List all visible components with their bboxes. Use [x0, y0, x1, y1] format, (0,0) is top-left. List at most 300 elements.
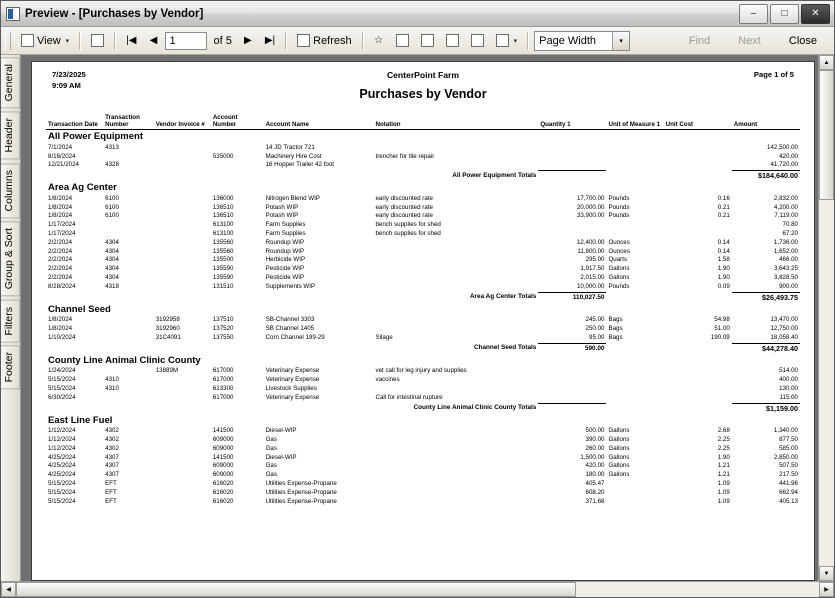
cell-transaction-date: 8/28/2024	[48, 282, 76, 290]
cell-unit-cost: 0.21	[717, 212, 730, 220]
cell-transaction-number: 4302	[105, 444, 119, 452]
group-header-row	[46, 303, 800, 316]
group-total-row	[46, 292, 800, 303]
toolbar-right-group	[676, 30, 830, 52]
cell-transaction-date: 5/15/2024	[48, 488, 76, 496]
cell-vendor-invoice	[154, 144, 211, 153]
cell-transaction-date: 6/30/2024	[48, 393, 76, 401]
side-tab-strip	[1, 55, 21, 581]
cell-vendor-invoice: 3192958	[155, 316, 180, 324]
cell-account-number: 137520	[212, 325, 234, 333]
cell-unit-cost: 0.14	[717, 247, 730, 255]
cell-unit-of-measure: Gallons	[608, 427, 630, 435]
favorite-button[interactable]	[369, 30, 389, 52]
cell-account-number: 135560	[212, 238, 234, 246]
cell-vendor-invoice	[154, 283, 211, 292]
group-total-amount: $184,640.00	[732, 171, 800, 182]
cell-account-number: 613300	[212, 384, 234, 392]
group-total-row	[46, 171, 800, 182]
cell-account-number: 535000	[212, 152, 234, 160]
refresh-label: Refresh	[313, 34, 352, 47]
cell-account-number: 141500	[212, 453, 234, 461]
page-count-label: of 5	[213, 34, 232, 47]
save-icon	[471, 34, 484, 47]
cell-account-name: 14 JD Tractor 721	[265, 143, 315, 151]
chevron-down-icon-layout: ▾	[513, 37, 518, 45]
cell-transaction-date: 1/8/2024	[48, 316, 73, 324]
group-total-uom	[606, 403, 663, 414]
cell-amount: 514.00	[779, 367, 798, 375]
mail-button[interactable]	[441, 30, 464, 52]
cell-transaction-date: 1/8/2024	[48, 212, 73, 220]
cell-unit-of-measure: Ounces	[608, 238, 630, 246]
cell-account-number: 135560	[212, 247, 234, 255]
cell-amount: 18,058.40	[770, 333, 798, 341]
cell-account-name: Potash WIP	[265, 212, 299, 220]
cell-unit-cost: 51.00	[714, 325, 730, 333]
prev-page-button[interactable]	[143, 30, 163, 52]
cell-amount: 466.00	[779, 256, 798, 264]
star-icon: ☆	[374, 34, 384, 46]
group-name: Channel Seed	[48, 303, 111, 315]
maximize-button[interactable]: □	[770, 4, 799, 24]
cell-account-number: 616020	[212, 497, 234, 505]
scroll-up-button[interactable]: ▲	[819, 55, 834, 70]
table-row	[46, 480, 800, 489]
cell-notation	[373, 265, 538, 274]
cell-quantity	[538, 161, 606, 170]
table-row	[46, 471, 800, 480]
cell-account-name: Supplements WIP	[265, 282, 316, 290]
cell-unit-cost	[664, 376, 732, 385]
cell-transaction-number: 4310	[105, 376, 119, 384]
cell-vendor-invoice: 31C4091	[155, 333, 181, 341]
side-tab-header[interactable]: Header	[1, 111, 20, 159]
cell-transaction-number: 6100	[105, 212, 119, 220]
export-button[interactable]	[391, 30, 414, 52]
vertical-scroll-thumb[interactable]	[819, 70, 834, 200]
cell-account-name: Utilities Expense-Propane	[265, 497, 337, 505]
cell-amount: 217.50	[779, 471, 798, 479]
table-row	[46, 195, 800, 204]
cell-account-name: Utilities Expense-Propane	[265, 488, 337, 496]
cell-vendor-invoice: 13889M	[155, 367, 179, 375]
cell-amount: 400.00	[779, 376, 798, 384]
cell-amount: 662.94	[779, 488, 798, 496]
cell-unit-of-measure: Gallons	[608, 265, 630, 273]
table-row	[46, 394, 800, 403]
layout-icon	[496, 34, 509, 47]
cell-account-number: 135590	[212, 265, 234, 273]
report-time: 9:09 AM	[52, 81, 81, 90]
cell-transaction-number	[103, 221, 154, 230]
cell-vendor-invoice	[154, 248, 211, 257]
group-total-cost	[664, 292, 732, 303]
next-button[interactable]: Next	[738, 34, 761, 47]
report-date: 7/23/2025	[52, 70, 86, 79]
cell-quantity: 420.00	[585, 462, 605, 470]
table-row	[46, 204, 800, 213]
cell-account-name: Corn Channel 199-29	[265, 333, 325, 341]
horizontal-scrollbar[interactable]	[1, 581, 834, 597]
toolbar-grip[interactable]	[5, 32, 11, 50]
cell-account-number: 136510	[212, 212, 234, 220]
find-button[interactable]: Find	[688, 34, 711, 47]
report-page	[31, 61, 815, 581]
cell-transaction-number	[103, 367, 154, 376]
last-page-button[interactable]	[260, 30, 280, 52]
cell-amount: 1,340.00	[773, 427, 798, 435]
cell-notation	[373, 498, 538, 507]
cell-vendor-invoice	[154, 480, 211, 489]
report-header	[46, 70, 800, 114]
cell-transaction-date: 1/8/2024	[48, 194, 73, 202]
close-button[interactable]: ✕	[801, 4, 830, 24]
cell-transaction-date: 2/2/2024	[48, 238, 73, 246]
cell-unit-cost: 1.58	[717, 256, 730, 264]
cell-quantity: 371.68	[585, 497, 605, 505]
cell-vendor-invoice	[154, 256, 211, 265]
group-name: East Line Fuel	[48, 414, 113, 426]
cell-amount: 2,832.00	[773, 194, 798, 202]
cell-account-name: Veterinary Expense	[265, 376, 320, 384]
cell-unit-cost	[664, 385, 732, 394]
next-page-button[interactable]	[238, 30, 258, 52]
cell-transaction-date: 2/2/2024	[48, 256, 73, 264]
cell-quantity: 180.00	[585, 471, 605, 479]
cell-transaction-date: 1/17/2024	[48, 221, 76, 229]
cell-unit-cost: 0.16	[717, 194, 730, 202]
cell-vendor-invoice	[154, 445, 211, 454]
col-account-name: Account Name	[264, 114, 374, 130]
comment-button[interactable]	[86, 30, 109, 52]
group-total-amount: $1,159.00	[732, 403, 800, 414]
cell-transaction-number: EFT	[105, 480, 117, 488]
cell-unit-cost: 1.90	[717, 274, 730, 281]
table-row	[46, 256, 800, 265]
cell-account-number	[211, 144, 264, 153]
cell-vendor-invoice	[154, 436, 211, 445]
cell-quantity: 2,015.00	[580, 274, 605, 281]
cell-account-number: 617000	[212, 367, 234, 375]
window-controls	[739, 4, 832, 24]
cell-unit-cost: 2.68	[717, 427, 730, 435]
cell-account-number: 141500	[212, 427, 234, 435]
cell-notation	[373, 489, 538, 498]
cell-account-number: 609000	[212, 462, 234, 470]
group-total-uom	[606, 343, 663, 354]
cell-amount: 1,736.00	[773, 238, 798, 246]
cell-unit-cost: 1.09	[717, 497, 730, 505]
cell-unit-of-measure	[606, 385, 663, 394]
cell-transaction-date: 12/21/2024	[48, 161, 79, 169]
cell-notation	[373, 283, 538, 292]
cell-transaction-number: 4304	[105, 247, 119, 255]
table-row	[46, 367, 800, 376]
cell-quantity: 1,917.50	[580, 265, 605, 273]
cell-transaction-number: 4304	[105, 274, 119, 281]
col-amount: Amount	[732, 114, 800, 130]
cell-transaction-date: 5/15/2024	[48, 384, 76, 392]
cell-unit-cost: 0.14	[717, 238, 730, 246]
cell-notation	[373, 471, 538, 480]
cell-transaction-number: 4310	[105, 384, 119, 392]
cell-account-name: Gas	[265, 436, 277, 444]
cell-notation: bench supplies for shed	[375, 230, 441, 238]
refresh-button[interactable]	[292, 30, 357, 52]
cell-quantity	[538, 221, 606, 230]
cell-amount: 877.50	[779, 436, 798, 444]
cell-transaction-number	[103, 394, 154, 403]
cell-notation: early discounted rate	[375, 194, 433, 202]
cell-unit-cost: 2.25	[717, 444, 730, 452]
layout-button[interactable]	[491, 30, 523, 52]
cell-account-number: 609000	[212, 436, 234, 444]
table-row	[46, 316, 800, 325]
cell-vendor-invoice	[154, 498, 211, 507]
cell-transaction-number: 4307	[105, 462, 119, 470]
cell-notation: bench supplies for shed	[375, 221, 441, 229]
group-total-quantity	[538, 403, 606, 414]
cell-unit-cost: 1.90	[717, 453, 730, 461]
cell-unit-cost	[664, 221, 732, 230]
toolbar-separator-4	[362, 32, 364, 50]
print-button[interactable]	[416, 30, 439, 52]
close-report-button[interactable]: Close	[788, 34, 817, 47]
cell-account-name: Utilities Expense-Propane	[265, 480, 337, 488]
cell-quantity: 10,000.00	[576, 282, 605, 290]
cell-transaction-date: 1/24/2024	[48, 367, 76, 375]
cell-unit-of-measure: Gallons	[608, 462, 630, 470]
cell-notation	[373, 325, 538, 334]
col-account-number: Account Number	[211, 114, 264, 130]
cell-unit-of-measure	[606, 489, 663, 498]
side-tab-footer[interactable]: Footer	[1, 345, 20, 389]
cell-transaction-date: 5/15/2024	[48, 497, 76, 505]
horizontal-scroll-thumb[interactable]	[16, 582, 576, 597]
cell-quantity: 95.00	[589, 333, 605, 341]
cell-account-number: 609000	[212, 471, 234, 479]
cell-transaction-date: 2/2/2024	[48, 274, 73, 281]
cell-amount: 4,200.00	[773, 203, 798, 211]
next-page-icon: ▶	[243, 34, 252, 46]
col-transaction-date: Transaction Date	[46, 114, 103, 130]
cell-unit-of-measure: Gallons	[608, 444, 630, 452]
cell-account-number: 137550	[212, 333, 234, 341]
table-row	[46, 489, 800, 498]
vertical-scrollbar[interactable]	[818, 55, 834, 581]
cell-vendor-invoice	[154, 489, 211, 498]
cell-transaction-number	[103, 230, 154, 239]
cell-notation: Silage	[375, 333, 393, 341]
cell-unit-of-measure: Gallons	[608, 436, 630, 444]
page-number-input[interactable]	[165, 32, 207, 50]
cell-unit-cost	[664, 230, 732, 239]
side-tab-columns[interactable]: Columns	[1, 163, 20, 218]
cell-account-name: 16 Hopper Trailer 42 foot	[265, 161, 335, 169]
table-row	[46, 498, 800, 507]
cell-unit-cost: 1.09	[717, 488, 730, 496]
cell-quantity: 20,000.00	[576, 203, 605, 211]
table-row	[46, 454, 800, 463]
cell-transaction-date: 5/15/2024	[48, 480, 76, 488]
cell-vendor-invoice	[154, 394, 211, 403]
table-row	[46, 230, 800, 239]
col-unit-of-measure: Unit of Measure 1	[606, 114, 663, 130]
side-tab-group-sort[interactable]: Group & Sort	[1, 221, 20, 296]
cell-account-number: 136510	[212, 203, 234, 211]
cell-amount: 3,643.25	[773, 265, 798, 273]
cell-amount: 2,850.00	[773, 453, 798, 461]
chevron-down-icon-zoom[interactable]: ▾	[612, 32, 629, 50]
cell-quantity: 295.00	[585, 256, 605, 264]
cell-transaction-date: 4/25/2024	[48, 471, 76, 479]
table-row	[46, 283, 800, 292]
cell-account-name: Herbicide WIP	[265, 256, 306, 264]
cell-vendor-invoice: 3192960	[155, 325, 180, 333]
cell-transaction-date: 1/8/2024	[48, 203, 73, 211]
cell-notation	[373, 436, 538, 445]
cell-notation: early discounted rate	[375, 212, 433, 220]
cell-unit-cost: 1.21	[717, 471, 730, 479]
scroll-right-button[interactable]: ▶	[819, 582, 834, 597]
title-bar	[1, 1, 834, 27]
cell-amount: 3,828.50	[773, 274, 798, 281]
cell-vendor-invoice	[154, 230, 211, 239]
cell-vendor-invoice	[154, 265, 211, 274]
save-button[interactable]	[466, 30, 489, 52]
cell-account-name: Farm Supplies	[265, 221, 306, 229]
preview-toolbar	[1, 27, 834, 55]
table-row	[46, 161, 800, 170]
cell-account-number: 135590	[212, 274, 234, 281]
table-row	[46, 274, 800, 283]
side-tab-filters[interactable]: Filters	[1, 300, 20, 343]
scroll-down-button[interactable]: ▼	[819, 566, 834, 581]
cell-vendor-invoice	[154, 462, 211, 471]
zoom-value: Page Width	[539, 34, 597, 47]
col-transaction-number: Transaction Number	[103, 114, 154, 130]
scroll-left-button[interactable]: ◀	[1, 582, 16, 597]
cell-notation: early discounted rate	[375, 203, 433, 211]
cell-quantity: 250.00	[585, 325, 605, 333]
cell-vendor-invoice	[154, 471, 211, 480]
cell-account-name: Gas	[265, 471, 277, 479]
cell-notation	[373, 239, 538, 248]
cell-unit-cost: 54.98	[714, 316, 730, 324]
cell-account-number: 609000	[212, 444, 234, 452]
cell-amount: 420.00	[779, 152, 798, 160]
cell-account-number: 136000	[212, 194, 234, 202]
cell-notation	[373, 454, 538, 463]
cell-unit-of-measure: Pounds	[608, 203, 630, 211]
cell-account-name: SB-Channel 3303	[265, 316, 315, 324]
cell-quantity: 260.00	[585, 444, 605, 452]
cell-vendor-invoice	[154, 195, 211, 204]
toolbar-separator-2	[114, 32, 116, 50]
table-row	[46, 239, 800, 248]
cell-vendor-invoice	[154, 376, 211, 385]
cell-amount: 405.13	[779, 497, 798, 505]
cell-amount: 12,750.00	[770, 325, 798, 333]
cell-transaction-number	[103, 325, 154, 334]
table-row	[46, 376, 800, 385]
cell-unit-of-measure: Gallons	[608, 274, 630, 281]
cell-quantity	[538, 394, 606, 403]
table-row	[46, 144, 800, 153]
cell-transaction-number: 4318	[105, 282, 119, 290]
horizontal-scroll-track[interactable]	[16, 582, 819, 597]
view-label: View	[37, 34, 61, 47]
cell-amount: 7,119.00	[774, 212, 798, 220]
report-table	[46, 114, 800, 506]
col-notation: Notation	[373, 114, 538, 130]
cell-quantity	[538, 367, 606, 376]
cell-vendor-invoice	[154, 221, 211, 230]
table-row	[46, 462, 800, 471]
cell-quantity: 245.00	[585, 316, 605, 324]
table-row	[46, 221, 800, 230]
cell-notation	[373, 385, 538, 394]
first-page-button[interactable]	[121, 30, 141, 52]
cell-quantity: 405.47	[585, 480, 605, 488]
cell-quantity	[538, 376, 606, 385]
cell-quantity: 608.20	[585, 488, 605, 496]
cell-notation: vet call for leg injury and supplies	[375, 367, 467, 375]
cell-notation	[373, 161, 538, 170]
report-table-body	[46, 130, 800, 507]
view-button[interactable]	[16, 30, 74, 52]
cell-quantity: 17,700.00	[576, 194, 605, 202]
cell-account-number: 617000	[212, 376, 234, 384]
cell-quantity: 33,900.00	[576, 212, 605, 220]
cell-unit-cost: 0.21	[717, 203, 730, 211]
group-header-row	[46, 130, 800, 144]
cell-account-name: SB Channel 1405	[265, 325, 315, 333]
group-total-quantity: 590.00	[538, 343, 606, 354]
cell-vendor-invoice	[154, 427, 211, 436]
cell-amount: 585.00	[779, 444, 798, 452]
cell-unit-of-measure: Bags	[608, 333, 623, 341]
table-row	[46, 153, 800, 162]
cell-transaction-number	[103, 316, 154, 325]
toolbar-separator-5	[527, 32, 529, 50]
cell-unit-of-measure	[606, 367, 663, 376]
cell-account-name: Veterinary Expense	[265, 367, 320, 375]
cell-transaction-number: 6100	[105, 203, 119, 211]
vertical-scroll-track[interactable]	[819, 70, 834, 566]
preview-body	[1, 55, 834, 581]
cell-quantity: 11,800.00	[577, 247, 605, 255]
group-header-row	[46, 414, 800, 427]
cell-transaction-number	[103, 153, 154, 162]
cell-notation	[373, 274, 538, 283]
comment-icon	[91, 34, 104, 47]
cell-notation	[373, 316, 538, 325]
toolbar-separator-3	[285, 32, 287, 50]
zoom-select[interactable]	[534, 31, 630, 51]
cell-notation	[373, 462, 538, 471]
cell-unit-of-measure	[606, 153, 663, 162]
cell-notation: trencher for tile repair	[375, 152, 435, 160]
minimize-button[interactable]: –	[739, 4, 768, 24]
cell-transaction-date: 1/10/2024	[48, 333, 76, 341]
cell-transaction-date: 8/16/2024	[48, 152, 76, 160]
side-tab-general[interactable]: General	[1, 57, 20, 108]
group-name: County Line Animal Clinic County	[48, 354, 201, 366]
cell-account-name: Machinery Hire Cost	[265, 152, 322, 160]
cell-unit-cost	[664, 144, 732, 153]
